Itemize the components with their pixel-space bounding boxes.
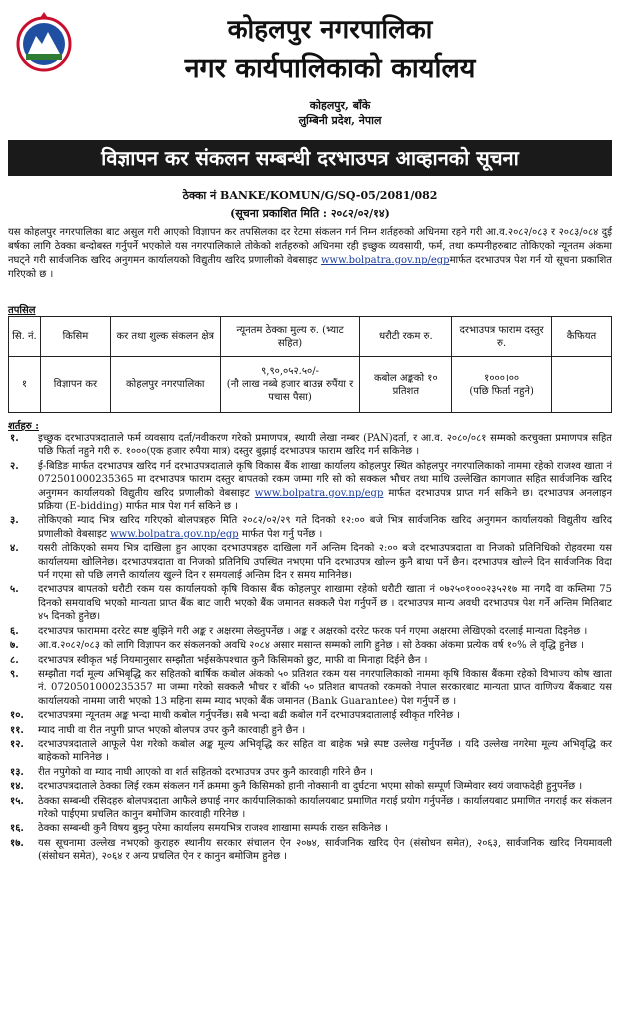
col-header-area: कर तथा शुल्क संकलन क्षेत्र [110, 317, 220, 357]
term-text: आ.व.२०८२/०८३ को लागि विज्ञापन कर संकलनको अवधि २०८४ असार मसान्त सम्मको लागि हुनेछ । सो ठेक्का अंकमा प्रत्येक वर्ष १०% ले वृद्धि हुनेछ । [38, 640, 584, 652]
term-number: ९. [10, 668, 19, 680]
term-text: दरभाउपत्र फाराममा दररेट स्पष्ट बुझिने गरी अङ्क र अक्षरमा लेख्नुपर्नेछ । अङ्क र अक्षरको दररेट फरक पर्न गएमा अक्षरमा लेखिएको दरलाई मान्यता दिइनेछ । [38, 625, 588, 637]
term-item [8, 837, 612, 864]
term-text: यस सूचनामा उल्लेख नभएको कुराहरु स्थानीय सरकार संचालन ऐन २०७४, सार्वजनिक खरिद ऐन (संसोधन समेत), २०६३, सार्वजनिक खरिद नियमावली (संसोधन समेत), २०६४ र अन्य प्रचलित ऐन र कानुन बमोजिम हुनेछ । [38, 837, 612, 863]
term-text: दरभाउपत्र बापतको धरौटी रकम यस कार्यालयको कृषि विकास बैंक कोहलपुर शाखामा रहेको धरौटी खाता नं ०७२५०१०००२३५२१७ मा नगदै वा कम्तिमा 75 दिनको समयावधि भएको मान्यता प्राप्त बैंक बाट जारी भएको बैंक जमानत सक्कलै पेश गर्नुपर्ने छ । दरभाउपत्र मान्य अवधी दरभाउपत्र पेश गर्ने अन्तिम मितिबाट ४५ दिनको हुनेछ। [38, 584, 612, 623]
term-text-after: मार्फत दरभाउपत्र प्राप्त गर्न सकिने छ। दरभाउपत्र अनलाइन प्रक्रिया (E-bidding) मार्फत मात्र पेश गर्न सकिने छ । [38, 487, 612, 513]
term-text: दरभाउपत्रदाताले आफूले पेश गरेको कबोल अङ्क मूल्य अभिवृद्धि कर सहित वा बाहेक भन्ने स्पष्ट उल्लेख गर्नुपर्नेछ । यदि उल्लेख नगरेमा मूल्य अभिवृद्धि कर बाहेकको मानिनेछ । [38, 738, 612, 764]
office-address [260, 98, 420, 128]
term-number: ७. [10, 640, 19, 652]
term-text: रीत नपुगेको वा म्याद नाघी आएको वा शर्त सहितको दरभाउपत्र उपर कुनै कारवाही गरिने छैन । [38, 766, 374, 778]
address-line-2: लुम्बिनी प्रदेश, नेपाल [298, 114, 382, 127]
table-header-row [9, 317, 612, 357]
col-header-remarks: कैफियत [552, 317, 612, 357]
term-bolpatra-link[interactable]: www.bolpatra.gov.np/egp [110, 528, 239, 540]
cell-type: विज्ञापन कर [40, 357, 110, 413]
form-fee-amount: १०००।०० [484, 372, 520, 384]
term-text: दरभाउपत्र स्वीकृत भई नियमानुसार सम्झौता भईसकेपश्चात कुनै किसिमको छुट, माफी वा मिनाहा दिईने छैन । [38, 654, 428, 666]
term-number: १६. [10, 823, 24, 835]
term-number: १२. [10, 738, 24, 750]
term-item [8, 724, 612, 737]
amount-figure: ९,९०,०५२.५०/- [261, 366, 319, 377]
office-name: नगर कार्यपालिकाको कार्यालय [184, 53, 476, 84]
form-fee-note: (पछि फिर्ता नहुने) [469, 385, 534, 397]
term-number: ४. [10, 543, 19, 555]
term-number: १३. [10, 766, 24, 778]
cell-deposit: कबोल अङ्कको १० प्रतिशत [360, 357, 452, 413]
term-item [8, 766, 612, 779]
cell-remarks [552, 357, 612, 413]
term-number: १. [10, 433, 19, 444]
cell-min-amount [220, 357, 360, 413]
term-text: तोकिएको म्याद भित्र खरिद गरिएको बोलपत्रहरु मिति २०८२/०२/२९ गते दिनको १२:०० बजे भित्र सार्वजनिक खरिद अनुगमन कार्यालयको विद्युतीय खरिद प्रणालीको वेबसाइट [38, 515, 612, 540]
table-caption: तपसिल [8, 305, 36, 316]
term-number: ३. [10, 515, 19, 527]
terms-heading: शर्तहरु : [8, 421, 39, 432]
contract-reference: ठेक्का नं BANKE/KOMUN/G/SQ-05/2081/082 [182, 189, 438, 202]
term-number: ६. [10, 625, 19, 637]
term-item [8, 625, 612, 638]
term-number: ५. [10, 584, 19, 596]
term-text: सम्झौता गर्दा मूल्य अभिबृद्धि कर सहितको बार्षिक कबोल अंकको ५० प्रतिशत रकम यस नगरपालिकाको नाममा कृषि विकास बैंकमा रहेको विभाज्य कोष खाता नं. 0720501000235357 मा जम्मा गरेको सक्कलै भौचर र बाँकी ५० प्रतिशत बापतको रकमको नेपाल सरकारबाट मान्यता प्राप्त वाणिज्य बैंकबाट यस कार्यालयको नाममा जारी भएको 13 महिना सम्म म्याद भएको बैंक जमानत (Bank Guarantee) पेश गर्नुपर्ने छ । [38, 668, 612, 707]
term-item [8, 432, 612, 459]
term-number: १४. [10, 781, 24, 793]
col-header-type: किसिम [40, 317, 110, 357]
term-number: १५. [10, 795, 24, 807]
term-number: १७. [10, 837, 24, 849]
letterhead [0, 0, 620, 140]
address-line-1: कोहलपुर, बाँके [309, 99, 371, 112]
cell-form-fee [452, 357, 552, 413]
term-item [8, 514, 612, 541]
term-item [8, 780, 612, 793]
term-item [8, 460, 612, 514]
term-item [8, 822, 612, 835]
intro-text: यस कोहलपुर नगरपालिका बाट असुल गरी आएको विज्ञापन कर तपसिलका दर रेटमा संकलन गर्न निम्न शर्तहरुको अधिनमा रहने गरी आ.व.२०८२/०८३ र २०८३/०८४ दुई बर्षका लागि ठेक्का बन्दोबस्त गर्नुपर्ने भएकोले यस नगरपालिकाले तोकेको शर्तहरुको अधिनमा रही इच्छुक व्यवसायी, फर्म, तथा कम्पनीहरुबाट तोकिएको न्यूनतम अंकमा नघट्ने गरी सार्वजनिक खरिद अनुगमन कार्यालयको विद्युतीय खरिद प्रणालीको वेबसाइट [8, 227, 612, 266]
term-text: म्याद नाघी वा रीत नपुगी प्राप्त भएको बोलपत्र उपर कुनै कारवाही हुने छैन । [38, 724, 306, 736]
terms-list [8, 432, 612, 865]
term-text: दरभाउपत्रमा न्यूनतम अङ्क भन्दा माथी कबोल गर्नुपर्नेछ। सबै भन्दा बढी कबोल गर्ने दरभाउपत्रदातालाई स्वीकृत गरिनेछ । [38, 710, 461, 722]
term-text: दरभाउपत्रदाताले ठेक्का लिई रकम संकलन गर्ने क्रममा कुनै किसिमको हानी नोक्सानी वा दुर्घटना भएमा सोको सम्पूर्ण जिम्मेवार स्वयं जवाफदेही हुनुपर्नेछ । [38, 781, 583, 793]
term-item [8, 639, 612, 652]
cell-sn: १ [9, 357, 41, 413]
term-bolpatra-link[interactable]: www.bolpatra.gov.np/egp [254, 487, 384, 499]
term-item [8, 668, 612, 708]
col-header-deposit: धरौटी रकम रु. [360, 317, 452, 357]
amount-in-words: (नौ लाख नब्बे हजार बाउन्न रुपैंया र पचास पैसा) [226, 379, 354, 403]
term-text: यसरी तोकिएको समय भित्र दाखिला हुन आएका दरभाउपत्रहरु दाखिला गर्ने अन्तिम दिनको २:०० बजे दरभाउपत्रदाता वा निजको प्रतिनिधिको रोहवरमा यस कार्यालयमा खोलिनेछ। दरभाउपत्रदाता वा निजको प्रतिनिधि उपस्थित नभएमा पनि दरभाउपत्र खोल्न कुनै बाधा पर्ने छैन। दरभाउपत्र खोल्ने दिन सार्वजनिक विदा पर्न गएमा सो पछि लगत्तै कार्यालय खुल्ने दिन र समयलाई अन्तिम दिन र समय मानिनेछ। [38, 543, 612, 582]
term-number: २. [10, 460, 19, 472]
term-number: ८. [10, 654, 19, 666]
term-item [8, 709, 612, 722]
intro-bolpatra-link[interactable]: www.bolpatra.gov.np/egp [320, 255, 450, 266]
term-item [8, 795, 612, 822]
term-item [8, 583, 612, 623]
term-text: ठेक्का सम्बन्धी कुनै विषय बुझ्नु परेमा कार्यालय समयभित्र राजश्व शाखामा सम्पर्क राख्न सकिनेछ । [38, 823, 389, 835]
term-item [8, 738, 612, 765]
term-item [8, 542, 612, 582]
term-text: ई-बिडिङ मार्फत दरभाउपत्र खरिद गर्न दरभाउपत्रदाताले कृषि विकास बैंक शाखा कार्यालय कोहलपुर स्थित कोहलपुर नगरपालिकाको नाममा रहेको राजश्व खाता नं 072501000235365 मा दरभाउपत्र फाराम दस्तुर बापतको रकम जम्मा गरि सो को सक्कल भौचर तथा माथि उल्लेखित कागजात सहित सार्वजनिक खरिद अनुगमन कार्यालयको विद्युतीय खरिद प्रणालीको वेबसाइट [38, 460, 612, 499]
col-header-sn: सि. नं. [9, 317, 41, 357]
col-header-form-fee: दरभाउपत्र फाराम दस्तुर रु. [452, 317, 552, 357]
notice-title-banner: विज्ञापन कर संकलन सम्बन्धी दरभाउपत्र आव्हानको सूचना [8, 140, 612, 176]
table-row [9, 357, 612, 413]
intro-text-after: मार्फत दरभाउपत्र पेश गर्न यो सूचना प्रकाशित गरिएको छ । [8, 255, 612, 280]
intro-paragraph [8, 226, 612, 282]
term-text: इच्छुक दरभाउपत्रदाताले फर्म व्यवसाय दर्ता/नवीकरण गरेको प्रमाणपत्र, स्थायी लेखा नम्बर (PAN)दर्ता, र आ.व. २०८०/०८१ सम्मको करचुक्ता प्रमाणपत्र सहित पछि फिर्ता नहुने गरी रु. १०००(एक हजार रुपैया मात्र) दस्तुर बुझाई दरभाउपत्र फाराम खरिद गर्न सकिनेछ । [38, 433, 612, 458]
term-text: ठेक्का सम्बन्धी रसिदहरु बोलपत्रदाता आफैले छपाई नगर कार्यपालिकाको कार्यालयबाट प्रमाणित गराई प्रयोग गर्नुपर्नेछ । कार्यालयबाट प्रमाणित नगराई कर संकलन गरेको पाईएमा प्रचलित कानुन बमोजिम कारवाही गरिनेछ । [38, 795, 612, 820]
term-number: १०. [10, 710, 24, 722]
cell-area: कोहलपुर नगरपालिका [110, 357, 220, 413]
term-text-after: मार्फत पेश गर्नु पर्नेछ । [238, 528, 323, 540]
term-item [8, 654, 612, 667]
col-header-min-amount: न्यूनतम ठेक्का मुल्य रु. (भ्याट सहित) [220, 317, 360, 357]
municipality-name: कोहलपुर नगरपालिका [227, 15, 433, 45]
publication-date: (सूचना प्रकाशित मिति : २०८२/०२/१४) [230, 207, 390, 220]
contract-details-table [8, 316, 612, 413]
term-number: ११. [10, 724, 24, 736]
